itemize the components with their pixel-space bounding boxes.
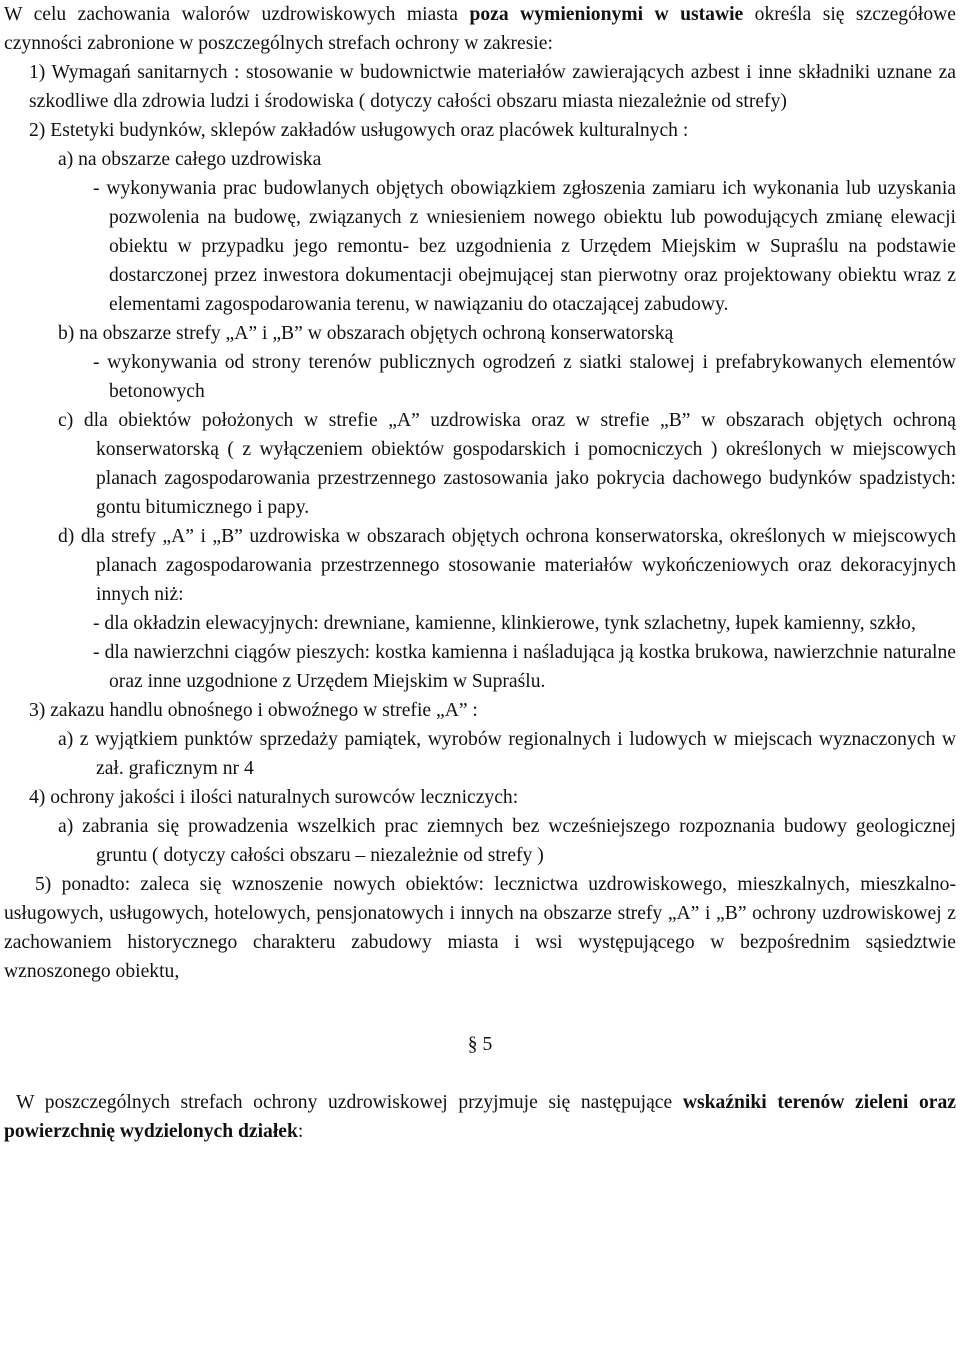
intro-text-end: określa się szczegółowe czynności zabronione w poszczególnych strefach ochrony w zakresie: [4,4,956,54]
item-2: 2) Estetyki budynków, sklepów zakładów usługowych oraz placówek kulturalnych : [29,120,689,141]
outro-paragraph [4,1088,956,1146]
item-4a: a) zabrania się prowadzenia wszelkich prac ziemnych bez wcześniejszego rozpoznania budowy geologicznej gruntu ( dotyczy całości obszaru – niezależnie od strefy ) [58,816,956,866]
item-2d: d) dla strefy „A” i „B” uzdrowiska w obszarach objętych ochrona konserwatorska, określonych w miejscowych planach zagospodarowania przestrzennego stosowanie materiałów wykończeniowych oraz dekoracyjnych innych niż: [58,526,956,605]
spacer [4,986,956,1030]
outro-text-end: : [297,1121,304,1142]
item-5: 5) ponadto: zaleca się wznoszenie nowych obiektów: lecznictwa uzdrowiskowego, mieszkalnych, mieszkalno-usługowych, usługowych, hotelowych, pensjonatowych i innych na obszarze strefy „A” i „B” ochrony uzdrowiskowej z zachowaniem historycznego charakteru zabudowy miasta i wsi występującego w bezpośrednim sąsiedztwie wznoszonego obiektu, [4,874,956,982]
outro-bold-text: wskaźniki terenów zieleni oraz powierzchnię wydzielonych działek [4,1092,956,1142]
item-3a: a) z wyjątkiem punktów sprzedaży pamiątek, wyrobów regionalnych i ludowych w miejscach wyznaczonych w zał. graficznym nr 4 [58,729,956,779]
intro-paragraph [4,0,956,58]
item-2b: b) na obszarze strefy „A” i „B” w obszarach objętych ochroną konserwatorską [58,323,674,344]
item-3: 3) zakazu handlu obnośnego i obwoźnego w strefie „A” : [29,700,478,721]
item-4: 4) ochrony jakości i ilości naturalnych surowców leczniczych: [29,787,519,808]
outro-text: W poszczególnych strefach ochrony uzdrowiskowej przyjmuje się następujące [16,1092,683,1113]
spacer-2 [4,1059,956,1088]
item-2d-dash-1: - dla okładzin elewacyjnych: drewniane, kamienne, klinkierowe, tynk szlachetny, łupek kamienny, szkło, [93,613,916,634]
intro-bold-text: poza wymienionymi w ustawie [469,4,744,25]
section-heading: § 5 [467,1034,493,1055]
item-2a: a) na obszarze całego uzdrowiska [58,149,322,170]
item-2b-dash-1: - wykonywania od strony terenów publicznych ogrodzeń z siatki stalowej i prefabrykowanych elementów betonowych [93,352,956,402]
intro-text: W celu zachowania walorów uzdrowiskowych miasta [4,4,470,25]
item-2d-dash-2: - dla nawierzchni ciągów pieszych: kostka kamienna i naśladująca ją kostka brukowa, nawierzchnie naturalne oraz inne uzgodnione z Urzędem Miejskim w Supraślu. [93,642,956,692]
item-1: 1) Wymagań sanitarnych : stosowanie w budownictwie materiałów zawierających azbest i inne składniki uznane za szkodliwe dla zdrowia ludzi i środowiska ( dotyczy całości obszaru miasta niezależnie od strefy) [29,62,956,112]
item-2c: c) dla obiektów położonych w strefie „A” uzdrowiska oraz w strefie „B” w obszarach objętych ochroną konserwatorską ( z wyłączeniem obiektów gospodarskich i pomocniczych ) określonych w miejscowych planach zagospodarowania przestrzennego zastosowania jako pokrycia dachowego budynków spadzistych: gontu bitumicznego i papy. [58,410,956,518]
item-2a-dash-1: - wykonywania prac budowlanych objętych obowiązkiem zgłoszenia zamiaru ich wykonania lub uzyskania pozwolenia na budowę, związanych z wniesieniem nowego obiektu lub powodujących zmianę elewacji obiektu w przypadku jego remontu- bez uzgodnienia z Urzędem Miejskim w Supraślu na podstawie dostarczonej przez inwestora dokumentacji obejmującej stan pierwotny oraz projektowany obiektu wraz z elementami zagospodarowania terenu, w nawiązaniu do otaczającej zabudowy. [93,178,956,315]
